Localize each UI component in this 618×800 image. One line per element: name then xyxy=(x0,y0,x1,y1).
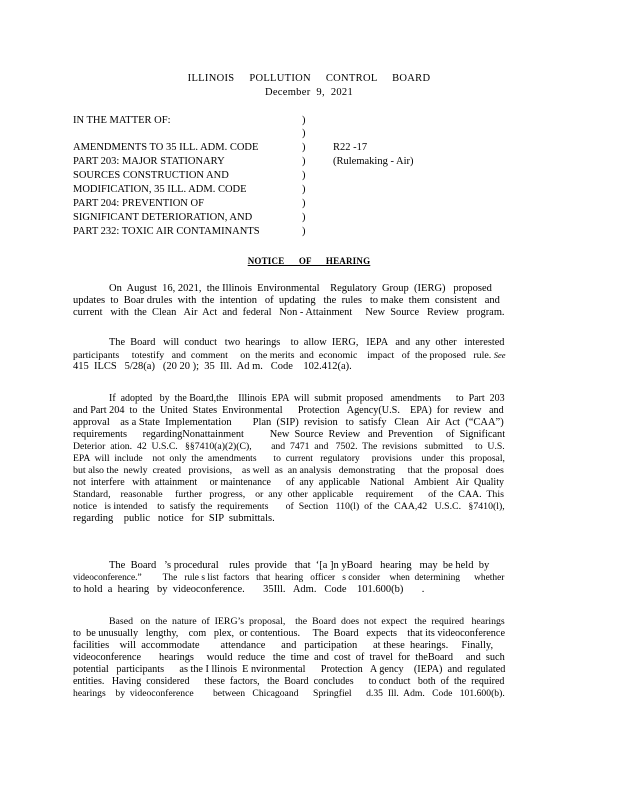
caption-line: SOURCES CONSTRUCTION AND xyxy=(73,170,229,181)
paragraph-line: The Board ’s procedural rules provide that ‘[a ]n yBoard hearing may be held by xyxy=(109,560,490,571)
paragraph-line: facilities will accommodate attendance and participation at these hearings. Finally, xyxy=(73,640,494,651)
paragraph-line: potential participants as the I llinois E nvironmental Protection A gency (IEPA) and regulated xyxy=(73,664,506,675)
paragraph xyxy=(73,560,505,596)
board-title: ILLINOIS POLLUTION CONTROL BOARD xyxy=(187,73,431,84)
caption-line: PART 232: TOXIC AIR CONTAMINANTS xyxy=(73,226,260,237)
paragraph-line: to be unusually lengthy, com plex, or contentious. The Board expects that its videoconference xyxy=(73,628,506,639)
paragraph-line: If adopted by the Board,the Illinois EPA will submit proposed amendments to Part 203 xyxy=(109,393,505,404)
paragraph-line: videoconference.” The rule s list factors that hearing officer s consider when determining whether xyxy=(73,573,505,583)
caption-paren: ) xyxy=(302,226,306,237)
paragraph-line: On August 16, 2021, the Illinois Environmental Regulatory Group (IERG) proposed xyxy=(109,283,492,294)
paragraph-line: hearings by videoconference between Chicagoand Springfiel d.35 Ill. Adm. Code 101.600(b). xyxy=(73,688,505,699)
paragraph-line: Based on the nature of IERG’s proposal, the Board does not expect the required hearings xyxy=(109,616,505,627)
paragraph-line: updates to Boar drules with the intention of updating the rules to make them consistent and xyxy=(73,295,500,306)
notice-title-text: NOTICE OF HEARING xyxy=(247,256,371,266)
caption-line: MODIFICATION, 35 ILL. ADM. CODE xyxy=(73,184,247,195)
docket-number: R22 -17 xyxy=(333,142,368,153)
caption-paren: ) xyxy=(302,212,306,223)
paragraph-line: and Part 204 to the United States Environmental Protection Agency(U.S. EPA) for review and xyxy=(73,405,504,416)
notice-of-hearing-title xyxy=(0,256,618,266)
paragraph-line xyxy=(73,349,505,361)
paragraph-line: Deterior ation. 42 U.S.C. §§7410(a)(2)(C), and 7471 and 7502. The revisions submitted to U.S. xyxy=(73,441,505,452)
paragraph-line: 415 ILCS 5/28(a) (20 20 ); 35 Ill. Ad m. Code 102.412(a). xyxy=(73,361,352,372)
document-date: December 9, 2021 xyxy=(264,87,354,98)
caption-paren: ) xyxy=(302,184,306,195)
caption-paren: ) xyxy=(302,170,306,181)
paragraph-line: EPA will include not only the amendments to current regulatory provisions under this proposal, xyxy=(73,453,505,464)
caption-paren: ) xyxy=(302,142,306,153)
paragraph-line: entities. Having considered these factors, the Board concludes to conduct both of the required xyxy=(73,676,505,687)
paragraph xyxy=(73,393,505,525)
paragraph-line: but also the newly created provisions, as well as an analysis demonstrating that the proposal does xyxy=(73,465,504,476)
caption-line: SIGNIFICANT DETERIORATION, AND xyxy=(73,212,253,223)
paragraph xyxy=(73,337,505,373)
see-signal: See xyxy=(493,350,506,360)
paragraph-line-text: participants totestify and comment on the merits and economic impact of the proposed rule. xyxy=(73,350,492,361)
paragraph-line: requirements regardingNonattainment New Source Review and Prevention of Significant xyxy=(73,429,506,440)
docket-type: (Rulemaking - Air) xyxy=(333,156,414,167)
paragraph-line: The Board will conduct two hearings to allow IERG, IEPA and any other interested xyxy=(109,337,505,348)
caption-line: PART 204: PREVENTION OF xyxy=(73,198,204,209)
caption-paren: ) xyxy=(302,128,306,139)
caption-paren: ) xyxy=(302,198,306,209)
paragraph xyxy=(73,283,505,319)
paragraph-line: videoconference hearings would reduce the time and cost of travel for theBoard and such xyxy=(73,652,505,663)
paragraph-line: approval as a State Implementation Plan (SIP) revision to satisfy Clean Air Act (“CAA”) xyxy=(73,417,504,428)
paragraph-line: Standard, reasonable further progress, or any other applicable requirement of the CAA. This xyxy=(73,489,504,500)
paragraph-line: not interfere with attainment or maintenance of any applicable National Ambient Air Quality xyxy=(73,477,504,488)
caption-paren: ) xyxy=(302,156,306,167)
paragraph xyxy=(73,616,505,700)
paragraph-line: to hold a hearing by videoconference. 35Ill. Adm. Code 101.600(b) . xyxy=(73,584,425,595)
paragraph-line: notice is intended to satisfy the requirements of Section 110(l) of the CAA,42 U.S.C. §7410(l), xyxy=(73,501,505,512)
caption-line: AMENDMENTS TO 35 ILL. ADM. CODE xyxy=(73,142,259,153)
caption-paren: ) xyxy=(302,115,306,126)
in-the-matter-of: IN THE MATTER OF: xyxy=(73,115,171,126)
paragraph-line: current with the Clean Air Act and federal Non - Attainment New Source Review program. xyxy=(73,307,505,318)
paragraph-line: regarding public notice for SIP submittals. xyxy=(73,513,275,524)
caption-line: PART 203: MAJOR STATIONARY xyxy=(73,156,225,167)
